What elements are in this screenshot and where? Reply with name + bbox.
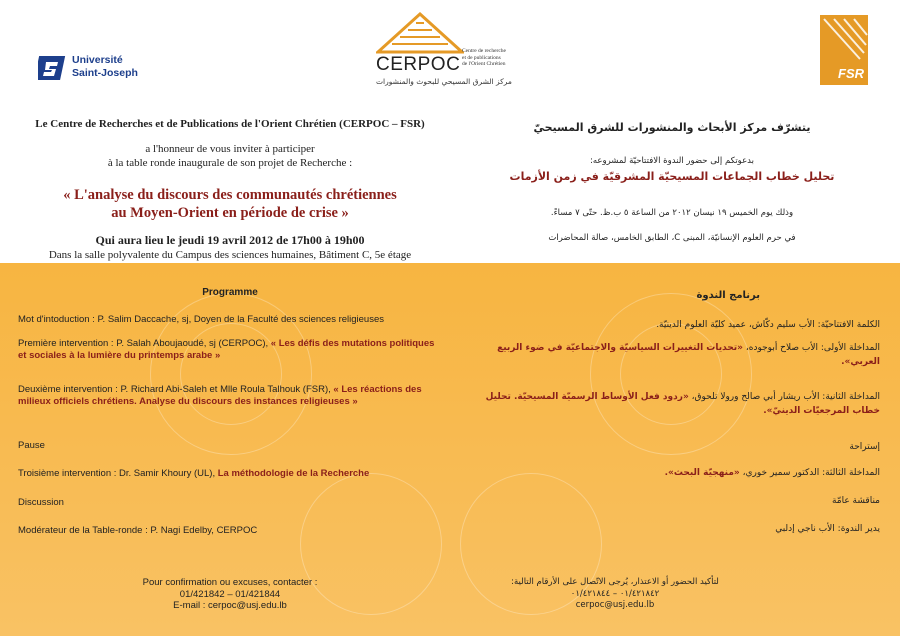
programme-fr-item: Mot d'intoduction : P. Salim Daccache, sj, Doyen de la Faculté des sciences religieuses xyxy=(18,314,384,325)
usj-logo xyxy=(38,50,148,90)
cerpoc-arabic-name: مركز الشرق المسيحي للبحوث والمنشورات xyxy=(376,77,512,86)
programme-fr-item xyxy=(18,384,443,408)
programme-ar-talk-title: «تحديات التغييرات السياسيّة والاجتماعيّة في ضوء الربيع العربي». xyxy=(497,343,880,367)
programme-fr-speaker: Troisième intervention : Dr. Samir Khoury (UL), xyxy=(18,468,218,479)
confirm-ar-phones: ٠١/٤٢١٨٤٢ – ٠١/٤٢١٨٤٤ xyxy=(570,588,660,599)
confirm-ar-line1: لتأكيد الحضور أو الاعتذار، يُرجى الاتّصال على الأرقام التالية: xyxy=(511,577,719,587)
programme-ar-item: إستراحة xyxy=(849,442,880,452)
programme-ar-item: الكلمة الافتتاحيّة: الأب سليم دكّاش، عميد كليّة العلوم الدينيّة. xyxy=(656,320,880,330)
programme-fr-item: Modérateur de la Table-ronde : P. Nagi Edelby, CERPOC xyxy=(18,525,258,536)
programme-ar-item: يدير الندوة: الأب ناجي إدلبي xyxy=(775,524,880,534)
programme-fr-item: Pause xyxy=(18,440,45,451)
programme-fr-speaker: Première intervention : P. Salah Aboujaoudé, sj (CERPOC), xyxy=(18,338,271,349)
cerpoc-name: CERPOC xyxy=(376,54,461,75)
french-topic xyxy=(0,186,460,222)
cerpoc-logo xyxy=(370,12,530,92)
cerpoc-subtitle-1: Centre de recherche xyxy=(462,48,506,54)
programme-ar-item xyxy=(470,341,880,369)
programme-fr-item xyxy=(18,338,443,362)
confirm-fr-line1: Pour confirmation ou excuses, contacter : xyxy=(142,577,318,588)
programme-ar-speaker: المداخلة الثالثة: الدكتور سمير خوري، xyxy=(739,468,880,478)
arabic-venue: في حرم العلوم الإنسانيّة، المبنى C، الطابق الخامس، صالة المحاضرات xyxy=(548,233,796,243)
cerpoc-subtitle-2: et de publications xyxy=(462,54,501,61)
programme-fr-item xyxy=(18,468,443,480)
french-honor xyxy=(0,142,460,170)
french-venue: Dans la salle polyvalente du Campus des sciences humaines, Bâtiment C, 5e étage xyxy=(48,249,412,261)
confirm-ar xyxy=(500,577,730,612)
programme-fr-talk-title: « Les réactions des milieux officiels chrétiens. Analyse du discours des instances religieuses » xyxy=(18,384,422,407)
french-date: Qui aura lieu le jeudi 19 avril 2012 de 17h00 à 19h00 xyxy=(95,233,365,247)
programme-ar-item: مناقشة عامّة xyxy=(831,496,880,506)
usj-line1: Université xyxy=(72,54,123,66)
confirm-fr-email: E-mail : cerpoc@usj.edu.lb xyxy=(173,600,287,611)
programme-ar-title: برنامج الندوة xyxy=(696,290,760,301)
programme-ar-speaker: المداخلة الأولى: الأب صلاح أبوجوده، xyxy=(742,343,880,353)
programme-fr-item: Discussion xyxy=(18,497,64,508)
programme-fr-title: Programme xyxy=(202,287,258,298)
cerpoc-roof-icon xyxy=(376,12,464,54)
programme-fr-talk-title: La méthodologie de la Recherche xyxy=(217,468,370,479)
french-honor-line2: à la table ronde inaugurale de son projet de Recherche : xyxy=(107,157,353,169)
french-topic-line2: au Moyen-Orient en période de crise » xyxy=(111,205,349,221)
arabic-topic: تحليل خطاب الجماعات المسيحيّة المشرقيّة في زمن الأزمات xyxy=(509,170,835,183)
programme-ar-item xyxy=(470,390,880,418)
arabic-date: وذلك يوم الخميس ١٩ نيسان ٢٠١٢ من الساعة ٥ ب.ظ. حتّى ٧ مساءً. xyxy=(550,208,794,218)
arabic-title: يتشرّف مركز الأبحاث والمنشورات للشرق المسيحيّ xyxy=(533,121,811,134)
french-topic-line1: « L'analyse du discours des communautés chrétiennes xyxy=(63,187,397,203)
french-title: Le Centre de Recherches et de Publications de l'Orient Chrétien (CERPOC – FSR) xyxy=(35,118,425,130)
usj-emblem-icon xyxy=(38,52,68,82)
confirm-fr xyxy=(120,577,340,612)
fsr-text: FSR xyxy=(838,66,864,81)
usj-line2: Saint-Joseph xyxy=(72,67,138,79)
cerpoc-subtitle-3: de l'Orient Chrétien xyxy=(462,61,506,67)
confirm-fr-phones: 01/421842 – 01/421844 xyxy=(179,588,281,600)
programme-ar-speaker: المداخلة الثانية: الأب ريشار أبي صالح ورولا تلحوق، xyxy=(688,392,880,402)
usj-name xyxy=(72,54,138,80)
confirm-ar-email: cerpoc@usj.edu.lb xyxy=(575,600,655,610)
french-honor-line1: a l'honneur de vous inviter à participer xyxy=(145,143,315,155)
programme-ar-talk-title: «ردود فعل الأوساط الرسميّة المسيحيّة. تحليل خطاب المرجعيّات الدينيّ». xyxy=(485,392,880,416)
fsr-logo xyxy=(820,15,868,85)
programme-fr-talk-title: « Les défis des mutations politiques et sociales à la lumière du printemps arabe » xyxy=(18,338,435,361)
programme-ar-item xyxy=(470,466,880,480)
programme-ar-talk-title: «منهجيّة البحث». xyxy=(664,468,740,478)
programme-fr-speaker: Deuxième intervention : P. Richard Abi-Saleh et Mlle Roula Talhouk (FSR), xyxy=(18,384,334,395)
cerpoc-subtitle xyxy=(462,48,522,68)
arabic-invite: بدعوتكم إلى حضور الندوة الافتتاحيّة لمشروعه: xyxy=(590,156,754,166)
